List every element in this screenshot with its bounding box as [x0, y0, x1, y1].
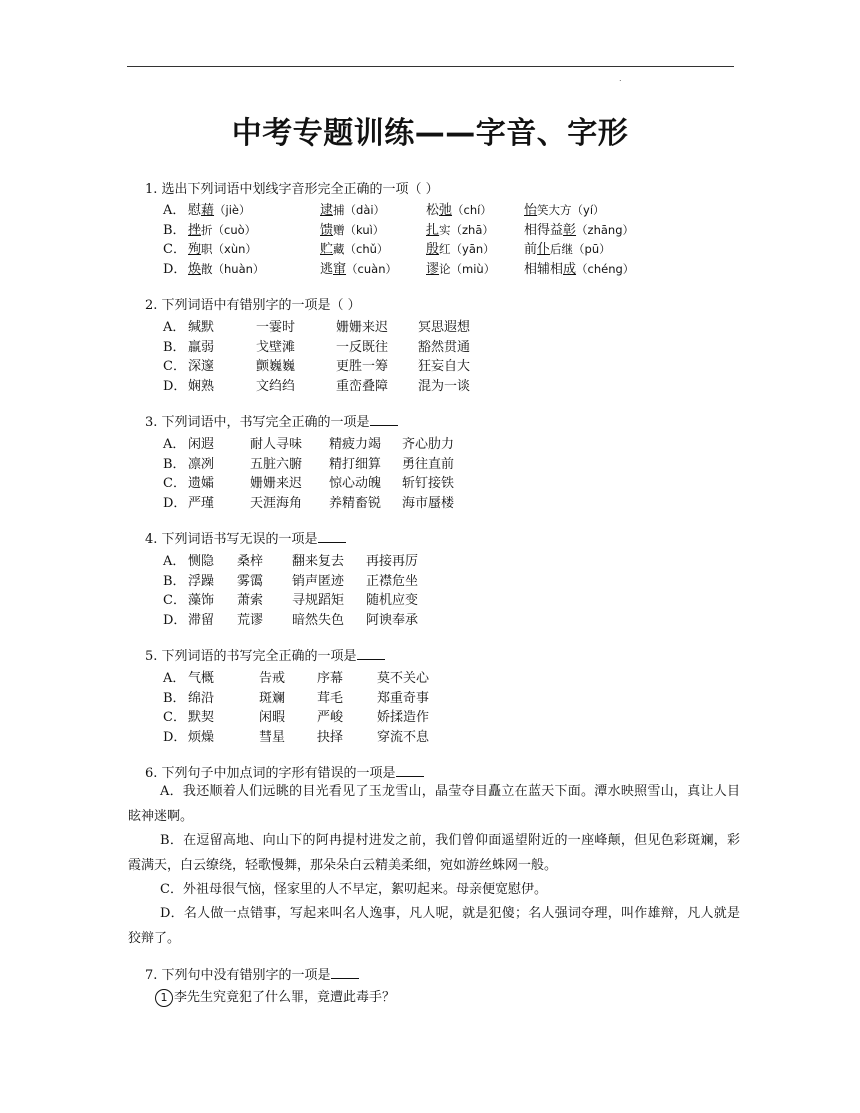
- option-word: 贮藏（chǔ）: [320, 242, 389, 257]
- option-word: 娇揉造作: [377, 710, 430, 725]
- option-label: B．: [163, 222, 186, 238]
- item-number: 1: [155, 989, 173, 1007]
- option-word: 颤巍巍: [256, 359, 296, 374]
- option-word: 更胜一筹: [336, 359, 389, 374]
- option-label: D．: [163, 612, 187, 628]
- option-word: 天涯海角: [250, 495, 303, 511]
- option-word: 海市蜃楼: [402, 495, 455, 511]
- question-6-option-a: A．我还顺着人们远眺的目光看见了玉龙雪山，晶莹夺目矗立在蓝天下面。潭水映照雪山，真让人目眩神迷啊。: [128, 784, 740, 824]
- question-5-option: [163, 706, 429, 725]
- question-3-option: [163, 453, 454, 472]
- option-word: 烦燥: [188, 729, 215, 745]
- question-4-stem: [145, 528, 346, 547]
- option-word: 抉择: [317, 729, 344, 745]
- option-label: B．: [163, 456, 186, 472]
- answer-blank: [357, 647, 385, 660]
- option-word: 销声匿迹: [292, 573, 345, 589]
- option-word: 齐心肋力: [402, 437, 455, 452]
- question-6-option-b: B．在逗留高地、向山下的阿冉提村进发之前，我们曾仰面遥望附近的一座峰颠，但见色彩斑斓，彩霞满天，白云缭绕，轻歌慢舞，那朵朵白云精美柔细，宛如游丝蛛网一般。: [128, 833, 740, 873]
- answer-blank: [331, 966, 359, 979]
- option-word: 闲暇: [259, 710, 286, 725]
- option-word: 滞留: [188, 612, 215, 628]
- option-word: 一反既往: [336, 339, 389, 355]
- option-word: 谬论（miù）: [426, 261, 496, 277]
- option-word: 暗然失色: [292, 612, 345, 628]
- question-6-option-d: D．名人做一点错事，写起来叫名人逸事，凡人呢，就是犯傻；名人强词夺理，叫作雄辩，凡人就是狡辩了。: [128, 906, 740, 946]
- option-word: 阿谀奉承: [366, 612, 419, 628]
- option-word: 勇往直前: [402, 456, 455, 472]
- question-1-option: [163, 199, 605, 218]
- option-label: D．: [163, 495, 187, 511]
- question-3-stem: [145, 411, 398, 430]
- option-word: 桑梓: [237, 554, 264, 569]
- option-label: A．: [163, 203, 186, 218]
- header-mark: .: [619, 74, 622, 83]
- question-3-option: [163, 472, 454, 491]
- option-word: 耐人寻味: [250, 437, 303, 452]
- option-word: 寻规蹈矩: [292, 593, 345, 608]
- option-word: 绵沿: [188, 690, 215, 706]
- question-1-option: [163, 238, 611, 257]
- option-label: B．: [163, 339, 186, 355]
- option-word: 混为一谈: [418, 378, 471, 394]
- option-word: 逃窜（cuàn）: [320, 261, 397, 277]
- question-4-option: [163, 570, 418, 589]
- option-label: A．: [163, 437, 186, 452]
- option-label: B．: [163, 690, 186, 706]
- option-label: D．: [163, 729, 187, 745]
- question-5-option: [163, 667, 429, 686]
- option-word: 告戒: [259, 671, 286, 686]
- option-label: B．: [163, 573, 186, 589]
- option-word: 五脏六腑: [250, 456, 303, 472]
- option-word: 狂妄自大: [418, 359, 471, 374]
- option-label: C．: [163, 476, 186, 491]
- option-word: 冥思遐想: [418, 320, 471, 335]
- option-label: A．: [163, 554, 186, 569]
- question-2-option: [163, 355, 470, 374]
- option-word: 相得益彰（zhāng）: [524, 222, 634, 238]
- option-word: 茸毛: [317, 690, 344, 706]
- option-word: 馈赠（kuì）: [320, 222, 385, 238]
- option-word: 松弛（chí）: [426, 203, 492, 218]
- option-label: C．: [163, 593, 186, 608]
- page-title: 中考专题训练——字音、字形: [231, 116, 629, 151]
- question-6-option-c: C．外祖母很气恼，怪家里的人不早定，絮叨起来。母亲便宽慰伊。: [160, 882, 547, 897]
- option-word: 惊心动魄: [329, 476, 382, 491]
- option-word: 重峦叠障: [336, 378, 389, 394]
- question-7-text: 7. 下列句中没有错别字的一项是: [145, 968, 331, 983]
- option-word: 精疲力竭: [329, 437, 382, 452]
- question-3-option: [163, 492, 454, 511]
- option-word: 再接再厉: [366, 554, 419, 569]
- option-word: 随机应变: [366, 593, 419, 608]
- option-word: 序幕: [317, 671, 344, 686]
- answer-blank: [370, 413, 398, 426]
- option-word: 姗姗来迟: [336, 320, 389, 335]
- option-word: 闲遐: [188, 437, 215, 452]
- question-5-option: [163, 726, 429, 745]
- option-label: D．: [163, 378, 187, 394]
- option-label: C．: [163, 359, 186, 374]
- question-2-option: [163, 375, 470, 394]
- option-label: C．: [163, 242, 186, 257]
- option-word: 文绉绉: [256, 378, 296, 394]
- option-word: 前仆后继（pū）: [524, 242, 611, 257]
- question-4-option: [163, 589, 418, 608]
- question-4-text: 4. 下列词语书写无误的一项是: [145, 532, 318, 547]
- question-1-option: [163, 219, 634, 238]
- option-word: 荒谬: [237, 612, 264, 628]
- option-word: 斑斓: [259, 690, 286, 706]
- question-2-option: [163, 336, 470, 355]
- option-word: 娴熟: [188, 378, 215, 394]
- option-word: 豁然贯通: [418, 339, 471, 355]
- option-word: 彗星: [259, 729, 286, 745]
- option-word: 郑重奇事: [377, 690, 430, 706]
- option-word: 逮捕（dài）: [320, 203, 386, 218]
- answer-blank: [318, 530, 346, 543]
- question-5-stem: [145, 645, 385, 664]
- option-word: 精打细算: [329, 456, 382, 472]
- option-word: 遗孀: [188, 476, 215, 491]
- option-word: 气概: [188, 671, 215, 686]
- option-word: 戈壁滩: [256, 339, 296, 355]
- option-word: 慰藉（jiè）: [188, 203, 251, 218]
- option-word: 殉职（xùn）: [188, 242, 257, 257]
- option-word: 扎实（zhā）: [426, 222, 494, 238]
- question-2-stem: 2. 下列词语中有错别字的一项是（ ）: [145, 298, 361, 313]
- option-word: 凛冽: [188, 456, 215, 472]
- option-word: 穿流不息: [377, 729, 430, 745]
- option-word: 深邃: [188, 359, 215, 374]
- question-7-item-1: [155, 986, 395, 1007]
- option-word: 恻隐: [188, 554, 215, 569]
- option-word: 严峻: [317, 710, 344, 725]
- option-word: 羸弱: [188, 339, 215, 355]
- option-word: 一霎时: [256, 320, 296, 335]
- option-label: A．: [163, 671, 186, 686]
- option-word: 殷红（yān）: [426, 242, 495, 257]
- question-4-option: [163, 550, 418, 569]
- question-3-text: 3. 下列词语中，书写完全正确的一项是: [145, 415, 370, 430]
- option-word: 浮躁: [188, 573, 215, 589]
- option-label: A．: [163, 320, 186, 335]
- option-word: 姗姗来迟: [250, 476, 303, 491]
- option-word: 翻来复去: [292, 554, 345, 569]
- option-word: 萧索: [237, 593, 264, 608]
- header-rule: [127, 66, 734, 67]
- option-label: D．: [163, 261, 187, 277]
- question-3-option: [163, 433, 454, 452]
- question-2-option: [163, 316, 470, 335]
- option-word: 正襟危坐: [366, 573, 419, 589]
- question-7-stem: [145, 964, 359, 983]
- option-word: 严瑾: [188, 495, 215, 511]
- option-word: 默契: [188, 710, 215, 725]
- option-word: 缄默: [188, 320, 215, 335]
- question-5-option: [163, 687, 429, 706]
- option-word: 相辅相成（chéng）: [524, 261, 635, 277]
- option-word: 养精畜锐: [329, 495, 382, 511]
- option-word: 焕散（huàn）: [188, 261, 265, 277]
- question-4-option: [163, 609, 418, 628]
- answer-blank: [396, 764, 424, 777]
- option-word: 藻饰: [188, 593, 215, 608]
- option-word: 斩钉接铁: [402, 476, 455, 491]
- question-1-stem: 1. 选出下列词语中划线字音形完全正确的一项（ ）: [145, 182, 439, 197]
- option-word: 怡笑大方（yí）: [524, 203, 605, 218]
- option-label: C．: [163, 710, 186, 725]
- item-text: 李先生究竟犯了什么罪，竟遭此毒手？: [174, 990, 396, 1005]
- option-word: 雾霭: [237, 573, 264, 589]
- option-word: 挫折（cuò）: [188, 222, 257, 238]
- question-1-option: [163, 258, 634, 277]
- option-word: 莫不关心: [377, 671, 430, 686]
- question-5-text: 5. 下列词语的书写完全正确的一项是: [145, 649, 357, 664]
- question-6-text: 6. 下列句子中加点词的字形有错误的一项是: [145, 766, 396, 781]
